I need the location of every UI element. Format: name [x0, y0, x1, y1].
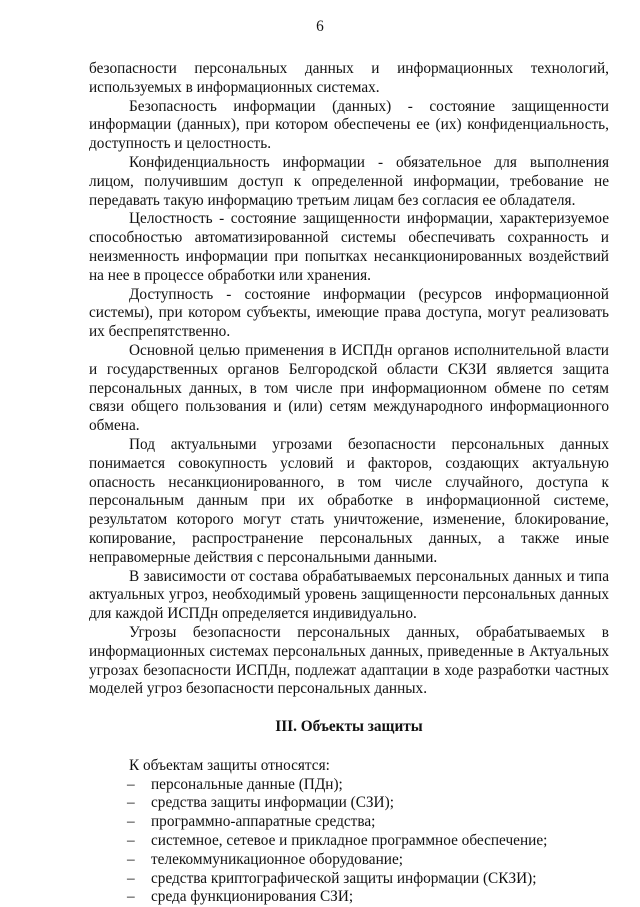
paragraph-threat-adaptation: Угрозы безопасности персональных данных, обрабатываемых в информационных системах персональных данных, приведенные в Актуальных угрозах безопасности ИСПДн, подлежат адаптации в ходе разработки частных моделей угроз безопасности персональных данных.: [89, 623, 609, 698]
list-item-text: телекоммуникационное оборудование;: [151, 850, 403, 868]
paragraph-confidentiality: Конфиденциальность информации - обязательное для выполнения лицом, получившим доступ к определенной информации, требование не передавать такую информацию третьим лицам без согласия ее обладателя.: [89, 153, 609, 209]
list-item: [89, 794, 609, 813]
list-item: [89, 888, 609, 907]
list-item-text: среда функционирования СЗИ;: [151, 888, 354, 906]
paragraph-integrity: Целостность - состояние защищенности информации, характеризуемое способностью автоматизированной системы обеспечивать сохранность и неизменность информации при попытках несанкционированных воздействий на нее в процессе обработки или хранения.: [89, 210, 609, 284]
list-dash: –: [127, 869, 135, 887]
list-dash: –: [127, 832, 135, 850]
page-number: 6: [316, 18, 324, 35]
paragraph-continuation: безопасности персональных данных и информационных технологий, используемых в информационных системах.: [89, 60, 609, 96]
list-intro: К объектам защиты относятся:: [129, 756, 330, 774]
list-item-text: средства криптографической защиты информации (СКЗИ);: [151, 869, 537, 887]
list-item-text: системное, сетевое и прикладное программное обеспечение;: [151, 832, 548, 850]
document-body: [89, 60, 609, 907]
list-item: [89, 813, 609, 832]
list-item-text: персональные данные (ПДн);: [151, 775, 343, 793]
list-item: [89, 832, 609, 851]
list-item: [89, 851, 609, 870]
list-item: [89, 776, 609, 795]
list-item-text: средства защиты информации (СЗИ);: [151, 794, 394, 812]
paragraph-protection-level: В зависимости от состава обрабатываемых персональных данных и типа актуальных угроз, необходимый уровень защищенности персональных данных для каждой ИСПДн определяется индивидуально.: [89, 567, 609, 623]
list-dash: –: [127, 850, 135, 868]
list-item-text: программно-аппаратные средства;: [151, 813, 376, 831]
list-item: [89, 870, 609, 889]
list-dash: –: [127, 794, 135, 812]
paragraph-availability: Доступность - состояние информации (ресурсов информационной системы), при котором субъекты, имеющие права доступа, могут реализовать их беспрепятственно.: [89, 285, 609, 341]
list-dash: –: [127, 775, 135, 793]
paragraph-main-goal: Основной целью применения в ИСПДн органов исполнительной власти и государственных органов Белгородской области СКЗИ является защита персональных данных, в том числе при информационном обмене по сетям связи общего пользования и (или) сетям международного информационного обмена.: [89, 341, 609, 435]
section-title: III. Объекты защиты: [275, 718, 423, 736]
list-dash: –: [127, 888, 135, 906]
paragraph-information-security: Безопасность информации (данных) - состояние защищенности информации (данных), при котором обеспечены ее (их) конфиденциальность, доступность и целостность.: [89, 97, 609, 153]
protection-objects-list: [89, 776, 609, 907]
paragraph-actual-threats: Под актуальными угрозами безопасности персональных данных понимается совокупность условий и факторов, создающих актуальную опасность несанкционированного, в том числе случайного, доступа к персональным данным при их обработке в информационной системе, результатом которого могут стать уничтожение, изменение, блокирование, копирование, распространение персональных данных, а также иные неправомерные действия с персональными данными.: [89, 435, 609, 566]
list-dash: –: [127, 813, 135, 831]
